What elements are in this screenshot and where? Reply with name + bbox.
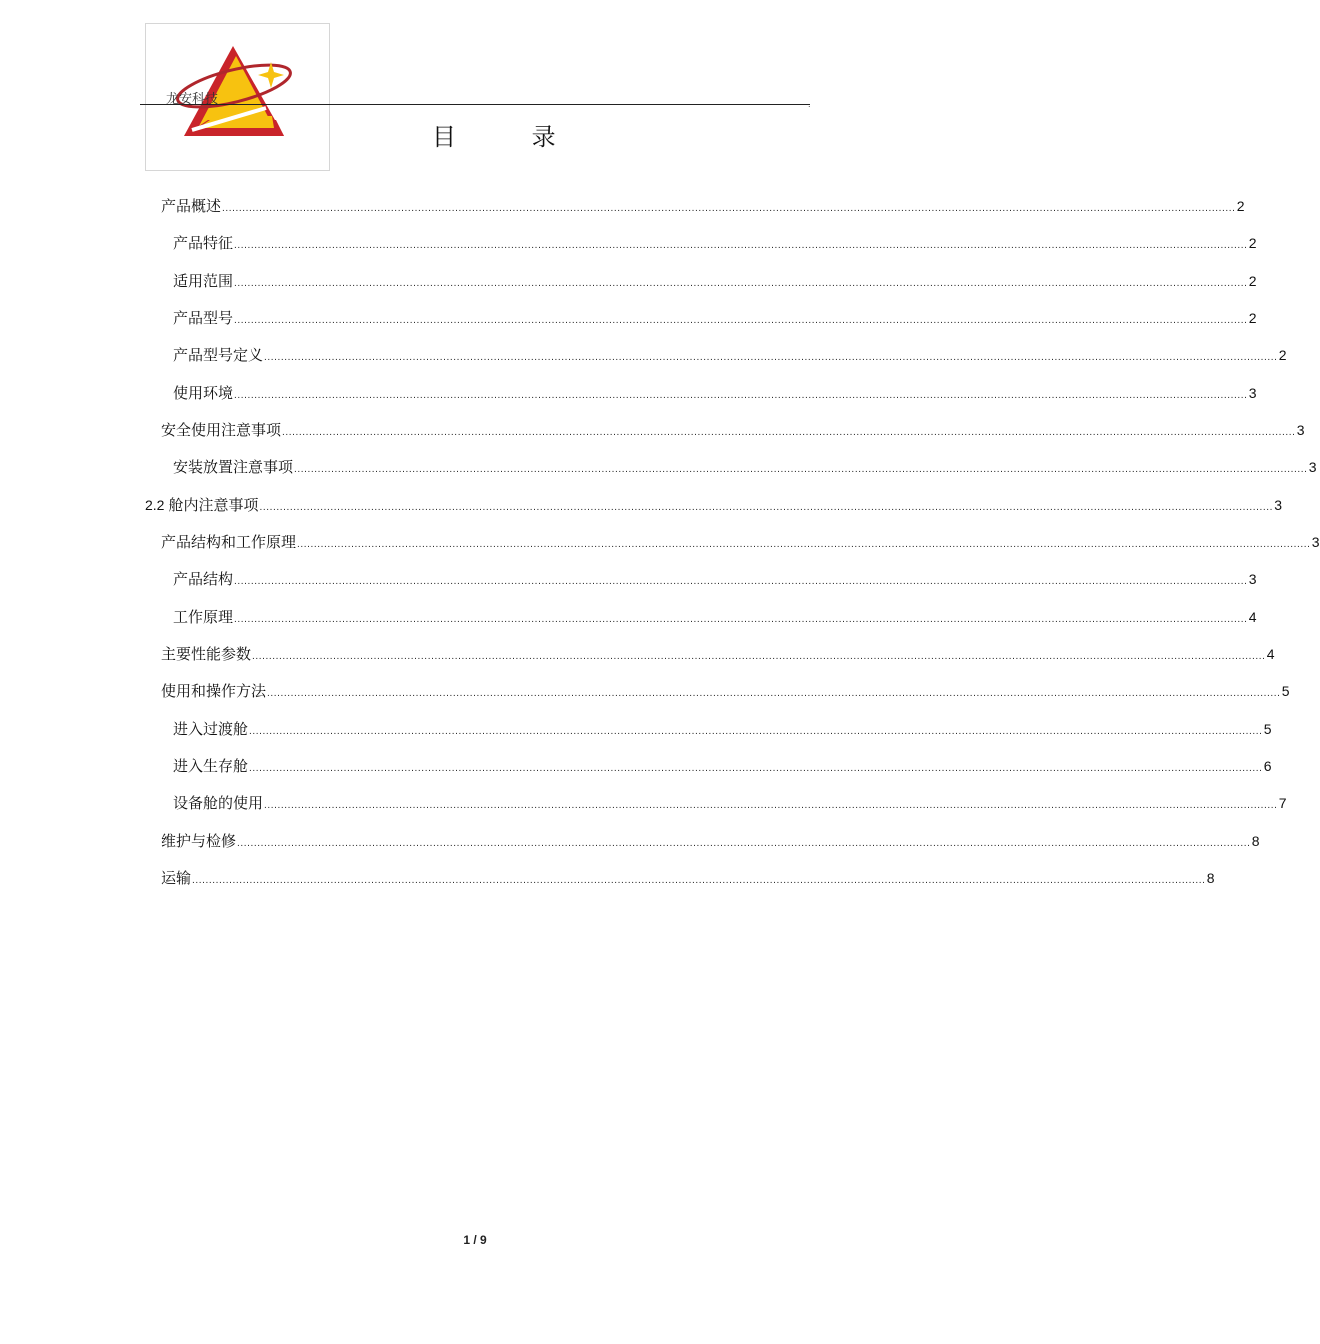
toc-entry[interactable] — [173, 718, 1272, 740]
toc-entry[interactable] — [161, 830, 1260, 852]
toc-leader-dots: ............................................................................................................................................................................................................................................................................................................ — [222, 203, 1236, 214]
toc-entry[interactable] — [173, 568, 1257, 590]
toc-entry-label: 产品型号 — [173, 309, 234, 327]
toc-entry[interactable] — [173, 344, 1287, 366]
toc-entry-page: 2 — [1248, 273, 1257, 289]
logo-text: 龙安科技 — [166, 92, 219, 107]
toc-leader-dots: ............................................................................................................................................................................................................................................................................................................ — [234, 315, 1248, 326]
toc-entry-label: 主要性能参数 — [161, 645, 252, 663]
toc-entry[interactable] — [173, 606, 1257, 628]
toc-leader-dots: ............................................................................................................................................................................................................................................................................................................ — [234, 278, 1248, 289]
toc-entry-page: 2 — [1278, 347, 1287, 363]
toc-entry-label: 产品型号定义 — [173, 346, 264, 364]
toc-entry-page: 5 — [1281, 683, 1290, 699]
toc-title: 目 录 — [432, 123, 590, 151]
toc-leader-dots: ............................................................................................................................................................................................................................................................................................................ — [237, 838, 1251, 849]
toc-entry-page: 8 — [1206, 870, 1215, 886]
toc-leader-dots: ............................................................................................................................................................................................................................................................................................................ — [267, 688, 1281, 699]
toc-leader-dots: ............................................................................................................................................................................................................................................................................................................ — [234, 576, 1248, 587]
toc-leader-dots: ............................................................................................................................................................................................................................................................................................................ — [259, 502, 1273, 513]
toc-leader-dots: ............................................................................................................................................................................................................................................................................................................ — [264, 800, 1278, 811]
toc-entry-page: 7 — [1278, 795, 1287, 811]
toc-entry[interactable] — [173, 307, 1257, 329]
toc-entry[interactable] — [161, 195, 1245, 217]
toc-entry-label: 维护与检修 — [161, 832, 237, 850]
toc-entry-label: 适用范围 — [173, 272, 234, 290]
toc-entry-label: 使用环境 — [173, 384, 234, 402]
toc-entry[interactable] — [173, 792, 1287, 814]
toc-entry[interactable] — [173, 755, 1272, 777]
toc-entry-page: 4 — [1248, 609, 1257, 625]
toc-entry[interactable] — [161, 867, 1215, 889]
toc-entry-page: 2 — [1248, 235, 1257, 251]
toc-leader-dots: ............................................................................................................................................................................................................................................................................................................ — [234, 240, 1248, 251]
toc-entry-label: 工作原理 — [173, 608, 234, 626]
toc-entry[interactable] — [173, 232, 1257, 254]
toc-entry-page: 3 — [1248, 385, 1257, 401]
toc-entry-label: 产品概述 — [161, 197, 222, 215]
toc-leader-dots: ............................................................................................................................................................................................................................................................................................................ — [252, 651, 1266, 662]
toc-entry-label: 产品结构 — [173, 570, 234, 588]
toc-leader-dots: ............................................................................................................................................................................................................................................................................................................ — [234, 614, 1248, 625]
toc-entry-label: 运输 — [161, 869, 192, 887]
toc-entry[interactable] — [161, 680, 1290, 702]
toc-leader-dots: ............................................................................................................................................................................................................................................................................................................ — [249, 763, 1263, 774]
company-logo — [145, 23, 330, 171]
toc-entry[interactable] — [145, 494, 1282, 516]
toc-entry-number: 2.2 — [145, 497, 165, 513]
toc-entry-label: 安全使用注意事项 — [161, 421, 282, 439]
toc-entry-page: 3 — [1311, 534, 1320, 550]
toc-leader-dots: ............................................................................................................................................................................................................................................................................................................ — [297, 539, 1311, 550]
toc-leader-dots: ............................................................................................................................................................................................................................................................................................................ — [294, 464, 1308, 475]
toc-entry[interactable] — [173, 270, 1257, 292]
toc-entry[interactable] — [161, 643, 1275, 665]
toc-entry-label: 使用和操作方法 — [161, 682, 267, 700]
toc-entry-page: 2 — [1248, 310, 1257, 326]
toc-entry[interactable] — [161, 531, 1320, 553]
toc-leader-dots: ............................................................................................................................................................................................................................................................................................................ — [192, 875, 1206, 886]
toc-entry-page: 8 — [1251, 833, 1260, 849]
toc-entry-label: 产品结构和工作原理 — [161, 533, 297, 551]
toc-leader-dots: ............................................................................................................................................................................................................................................................................................................ — [264, 352, 1278, 363]
toc-leader-dots: ............................................................................................................................................................................................................................................................................................................ — [282, 427, 1296, 438]
toc-leader-dots: ............................................................................................................................................................................................................................................................................................................ — [249, 726, 1263, 737]
toc-entry-label: 设备舱的使用 — [173, 794, 264, 812]
toc-entry-page: 3 — [1308, 459, 1317, 475]
header-divider — [140, 104, 810, 105]
toc-entry-label: 进入生存舱 — [173, 757, 249, 775]
toc-entry-page: 3 — [1248, 571, 1257, 587]
toc-entry-label: 安装放置注意事项 — [173, 458, 294, 476]
toc-entry[interactable] — [173, 382, 1257, 404]
page-indicator: 1 / 9 — [463, 1233, 487, 1247]
toc-entry[interactable] — [161, 419, 1305, 441]
toc-entry-page: 4 — [1266, 646, 1275, 662]
toc-entry-page: 3 — [1274, 497, 1282, 513]
toc-entry-page: 2 — [1236, 198, 1245, 214]
toc-entry-page: 3 — [1296, 422, 1305, 438]
header-divider-mark: . — [808, 100, 811, 109]
toc-entry-page: 6 — [1263, 758, 1272, 774]
toc-entry-label: 舱内注意事项 — [168, 496, 259, 514]
toc-leader-dots: ............................................................................................................................................................................................................................................................................................................ — [234, 390, 1248, 401]
toc-entry[interactable] — [173, 456, 1317, 478]
toc-entry-page: 5 — [1263, 721, 1272, 737]
toc-entry-label: 进入过渡舱 — [173, 720, 249, 738]
toc-entry-label: 产品特征 — [173, 234, 234, 252]
